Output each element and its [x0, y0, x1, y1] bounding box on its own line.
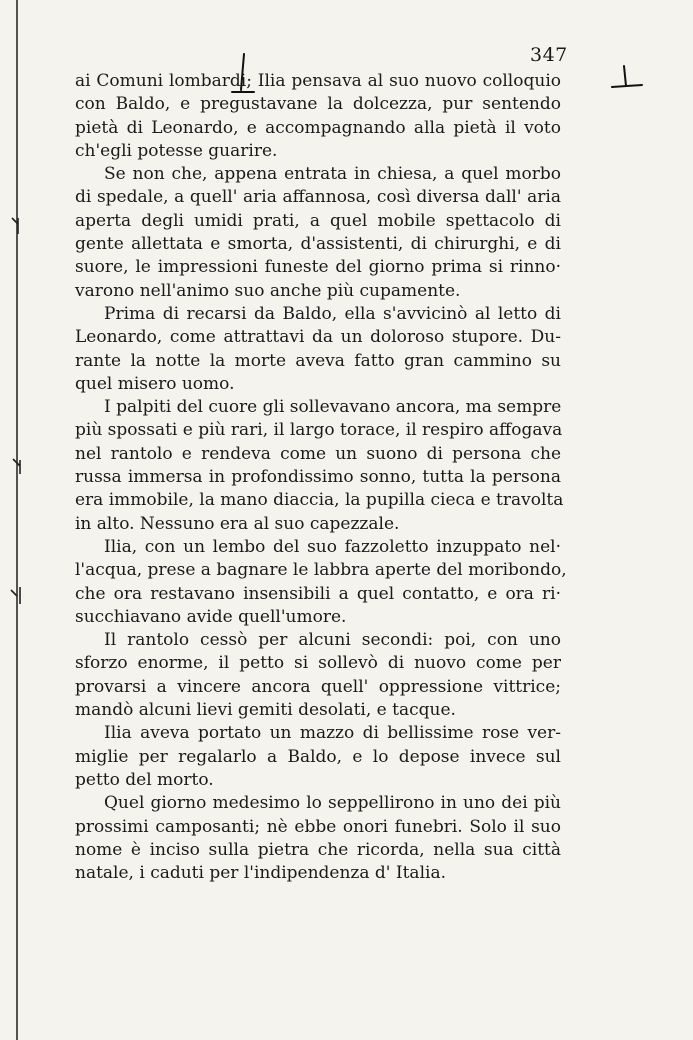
text-line: rante la notte la morte aveva fatto gran cammino su: [75, 350, 561, 371]
text-line: Il rantolo cessò per alcuni secondi: poi, con uno: [104, 630, 561, 651]
text-line: nome è inciso sulla pietra che ricorda, nella sua città: [75, 839, 561, 860]
text-line: petto del morto.: [75, 769, 214, 790]
text-line: mandò alcuni lievi gemiti desolati, e tacque.: [75, 700, 456, 721]
text-line: miglie per regalarlo a Baldo, e lo depose invece sul: [75, 746, 561, 767]
text-line: natale, i caduti per l'indipendenza d' Italia.: [75, 863, 446, 884]
margin-insertion-mark: [610, 64, 644, 94]
text-line: sforzo enorme, il petto si sollevò di nuovo come per: [75, 653, 561, 674]
margin-ink-mark: [8, 584, 24, 606]
body-text: [75, 70, 567, 885]
text-line: Prima di recarsi da Baldo, ella s'avvicinò al letto di: [104, 303, 561, 324]
text-line: quel misero uomo.: [75, 373, 235, 394]
text-line: suore, le impressioni funeste del giorno prima si rinno·: [75, 257, 561, 278]
margin-ink-mark: [8, 214, 24, 236]
text-line: pietà di Leonardo, e accompagnando alla pietà il voto: [75, 117, 561, 138]
text-line: nel rantolo e rendeva come un suono di persona che: [75, 443, 561, 464]
text-line: gente allettata e smorta, d'assistenti, di chirurghi, e di: [75, 234, 561, 255]
text-line: Quel giorno medesimo lo seppellirono in uno dei più: [104, 793, 561, 814]
page-binding-edge: [16, 0, 18, 1040]
page-number: 347: [530, 44, 568, 66]
text-line: di spedale, a quell' aria affannosa, così diversa dall' aria: [75, 187, 561, 208]
margin-ink-mark: [8, 454, 24, 476]
text-line: succhiavano avide quell'umore.: [75, 606, 347, 627]
text-line: Se non che, appena entrata in chiesa, a quel morbo: [104, 164, 561, 185]
text-line: I palpiti del cuore gli sollevavano ancora, ma sempre: [104, 397, 562, 418]
text-line: l'acqua, prese a bagnare le labbra aperte del moribondo,: [75, 560, 567, 581]
text-line: ch'egli potesse guarire.: [75, 140, 278, 161]
text-line: era immobile, la mano diaccia, la pupilla cieca e travolta: [75, 490, 564, 511]
text-line: varono nell'animo suo anche più cupamente.: [75, 280, 461, 301]
text-line: ai Comuni lombardi; Ilia pensava al suo nuovo colloquio: [75, 71, 561, 91]
text-line: prossimi camposanti; nè ebbe onori funebri. Solo il suo: [75, 816, 561, 837]
text-line: con Baldo, e pregustavane la dolcezza, pur sentendo: [75, 94, 561, 115]
text-line: più spossati e più rari, il largo torace, il respiro affogava: [75, 420, 563, 441]
text-line: aperta degli umidi prati, a quel mobile spettacolo di: [75, 210, 561, 231]
text-line: Ilia aveva portato un mazzo di bellissime rose ver-: [104, 723, 561, 744]
text-line: che ora restavano insensibili a quel contatto, e ora ri·: [75, 583, 561, 604]
text-line: russa immersa in profondissimo sonno, tutta la persona: [75, 467, 561, 488]
text-line: Leonardo, come attrattavi da un doloroso stupore. Du-: [75, 327, 561, 348]
text-line: provarsi a vincere ancora quell' oppressione vittrice;: [75, 676, 561, 697]
text-line: in alto. Nessuno era al suo capezzale.: [75, 513, 400, 534]
text-line: Ilia, con un lembo del suo fazzoletto inzuppato nel·: [104, 536, 561, 557]
